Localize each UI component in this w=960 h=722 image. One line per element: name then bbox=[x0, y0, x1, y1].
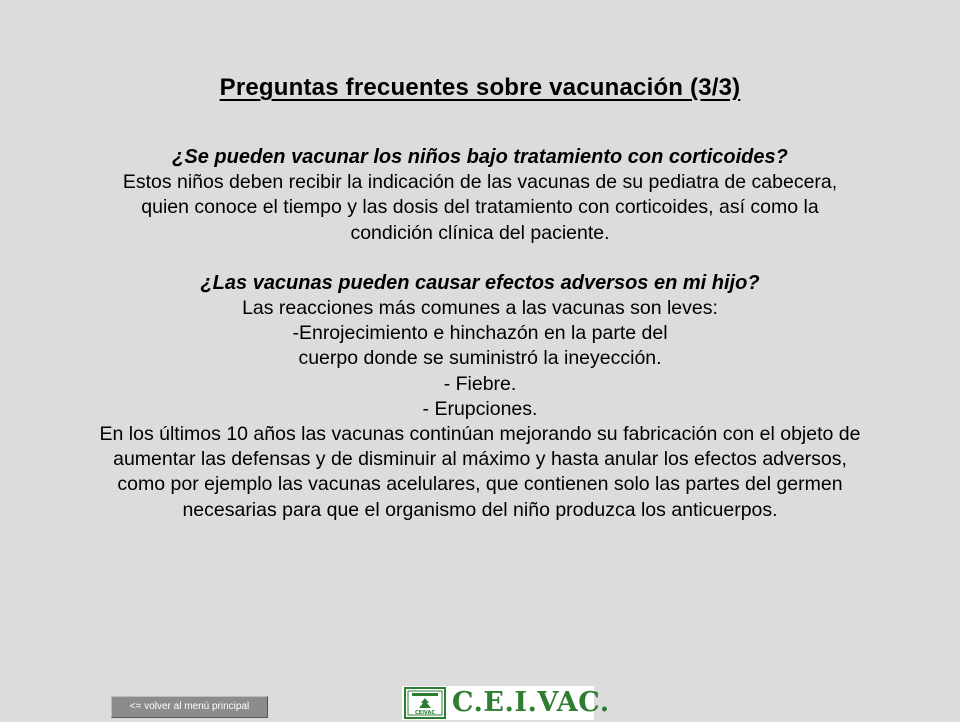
ceivac-emblem-icon bbox=[404, 687, 446, 719]
faq-answer-1-line-2: quien conoce el tiempo y las dosis del tratamiento con corticoides, así como la bbox=[141, 196, 819, 219]
page-title: Preguntas frecuentes sobre vacunación (3/3) bbox=[219, 74, 741, 101]
faq-answer-2-line-8: como por ejemplo las vacunas acelulares, que contienen solo las partes del germen bbox=[117, 473, 843, 496]
faq-answer-2-line-5: - Erupciones. bbox=[422, 397, 538, 420]
faq-answer-2-line-2: -Enrojecimiento e hinchazón en la parte del bbox=[292, 322, 668, 345]
faq-answer-2-line-6: En los últimos 10 años las vacunas continúan mejorando su fabricación con el objeto de bbox=[99, 423, 861, 446]
faq-question-1: ¿Se pueden vacunar los niños bajo tratamiento con corticoides? bbox=[172, 146, 788, 168]
faq-answer-2-line-1: Las reacciones más comunes a las vacunas son leves: bbox=[242, 297, 718, 320]
faq-answer-1-line-3: condición clínica del paciente. bbox=[350, 221, 610, 244]
section-spacer bbox=[0, 246, 960, 271]
faq-answer-2-line-4: - Fiebre. bbox=[443, 372, 517, 395]
ceivac-logo-text: C.E.I.VAC. bbox=[452, 687, 610, 718]
faq-answer-2-line-7: aumentar las defensas y de disminuir al máximo y hasta anular los efectos adversos, bbox=[113, 448, 847, 471]
emblem-label: CEIVAC bbox=[414, 710, 436, 716]
faq-content bbox=[0, 145, 960, 523]
back-to-main-menu-button[interactable]: <= volver al menú principal bbox=[111, 696, 268, 718]
faq-answer-2-line-9: necesarias para que el organismo del niño produzca los anticuerpos. bbox=[182, 498, 778, 521]
faq-answer-1-line-1: Estos niños deben recibir la indicación de las vacunas de su pediatra de cabecera, bbox=[122, 171, 838, 194]
ceivac-logo bbox=[402, 686, 610, 720]
ceivac-emblem-graphic bbox=[406, 689, 444, 717]
faq-question-2: ¿Las vacunas pueden causar efectos adversos en mi hijo? bbox=[200, 271, 760, 294]
faq-answer-2-line-3: cuerpo donde se suministró la ineyección. bbox=[298, 347, 662, 370]
